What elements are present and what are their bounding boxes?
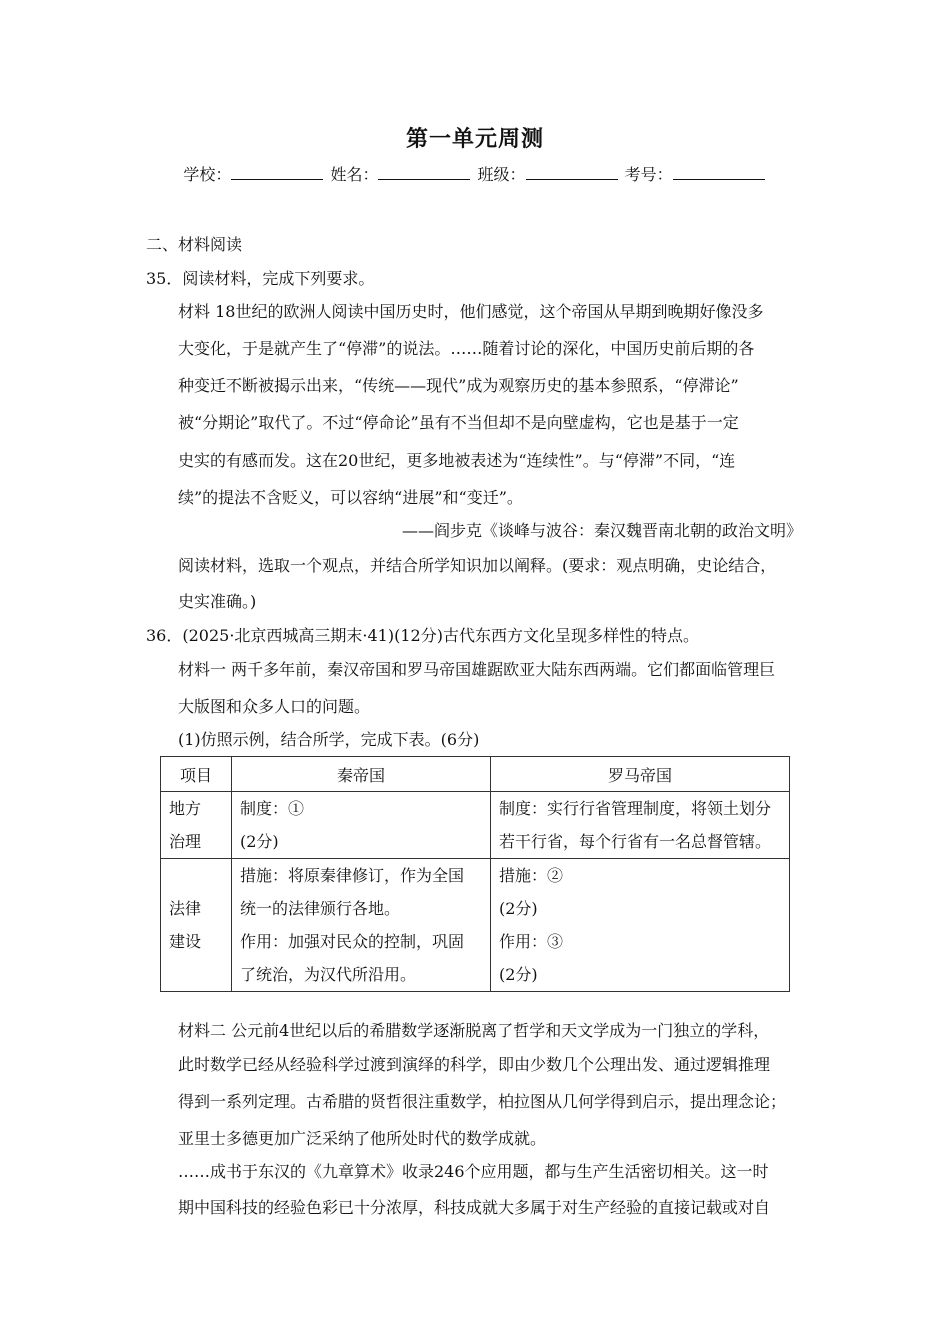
question-35-attribution: ——阎步克《谈峰与波谷：秦汉魏晋南北朝的政治文明》 (401, 521, 802, 540)
cell-text: (2分) (499, 899, 538, 918)
table-header-row (161, 757, 790, 792)
cell-text: 制度：① (240, 799, 305, 818)
cell-text: 建设 (169, 932, 202, 951)
table-cell-qin[interactable] (232, 792, 491, 859)
question-36-material-2-line: 材料二 公元前4世纪以后的希腊数学逐渐脱离了哲学和天文学成为一门独立的学科， (178, 1021, 770, 1040)
question-35-material-line: 材料 18世纪的欧洲人阅读中国历史时，他们感觉，这个帝国从早期到晚期好像没多 (178, 302, 764, 321)
table-cell-item (161, 859, 232, 992)
question-36-material-2-line: ……成书于东汉的《九章算术》收录246个应用题，都与生产生活密切相关。这一时 (178, 1162, 769, 1181)
table-cell-rome (491, 792, 790, 859)
cell-text: 统一的法律颁行各地。 (240, 899, 401, 918)
question-36-material-1-line: 大版图和众多人口的问题。 (178, 697, 371, 716)
cell-text: 了统治，为汉代所沿用。 (240, 965, 417, 984)
class-label: 班级： (477, 165, 526, 184)
page-title: 第一单元周测 (405, 126, 544, 152)
table-row (161, 859, 790, 992)
cell-text: (2分) (499, 965, 538, 984)
question-36-stem: 36．(2025·北京西城高三期末·41)(12分)古代东西方文化呈现多样性的特点。 (146, 626, 699, 645)
comparison-table (160, 756, 790, 992)
school-blank[interactable] (231, 165, 323, 180)
question-35-task-line: 史实准确。) (178, 592, 257, 611)
question-36-material-1-line: 材料一 两千多年前，秦汉帝国和罗马帝国雄踞欧亚大陆东西两端。它们都面临管理巨 (178, 660, 776, 679)
cell-text: 地方 (169, 799, 202, 818)
exam-number-blank[interactable] (673, 165, 765, 180)
question-36-material-2-line: 得到一系列定理。古希腊的贤哲很注重数学，柏拉图从几何学得到启示，提出理念论； (178, 1092, 787, 1111)
table-header: 罗马帝国 (491, 757, 790, 792)
table-cell-rome[interactable] (491, 859, 790, 992)
class-blank[interactable] (526, 165, 618, 180)
question-35-material-line: 续”的提法不含贬义，可以容纳“进展”和“变迁”。 (178, 488, 523, 507)
question-35-material-line: 被“分期论”取代了。不过“停命论”虽有不当但却不是向壁虚构，它也是基于一定 (178, 413, 739, 432)
question-36-subquestion-1: (1)仿照示例，结合所学，完成下表。(6分) (178, 730, 480, 749)
table-cell-item (161, 792, 232, 859)
question-35-material-line: 大变化，于是就产生了“停滞”的说法。……随着讨论的深化，中国历史前后期的各 (178, 339, 755, 358)
name-blank[interactable] (378, 165, 470, 180)
question-35-material-line: 史实的有感而发。这在20世纪，更多地被表述为“连续性”。与“停滞”不同，“连 (178, 451, 736, 470)
table-header: 项目 (161, 757, 232, 792)
table-header: 秦帝国 (232, 757, 491, 792)
table-cell-qin (232, 859, 491, 992)
table-row (161, 792, 790, 859)
cell-text: (2分) (240, 832, 279, 851)
question-36-material-2-line: 亚里士多德更加广泛采纳了他所处时代的数学成就。 (178, 1129, 547, 1148)
question-36-material-2-line: 此时数学已经从经验科学过渡到演绎的科学，即由少数几个公理出发、通过逻辑推理 (178, 1055, 771, 1074)
cell-text: 制度：实行行省管理制度，将领土划分 (499, 799, 772, 818)
cell-text: 法律 (169, 899, 202, 918)
cell-text: 治理 (169, 832, 202, 851)
school-label: 学校： (183, 165, 232, 184)
section-heading: 二、材料阅读 (146, 235, 243, 254)
question-35-material-line: 种变迁不断被揭示出来，“传统——现代”成为观察历史的基本参照系，“停滞论” (178, 376, 739, 395)
question-35-stem: 35．阅读材料，完成下列要求。 (146, 269, 375, 288)
cell-text: 若干行省，每个行省有一名总督管辖。 (499, 832, 772, 851)
exam-number-label: 考号： (624, 165, 673, 184)
cell-text: 作用：加强对民众的控制，巩固 (240, 932, 465, 951)
question-36-material-2-line: 期中国科技的经验色彩已十分浓厚，科技成就大多属于对生产经验的直接记载或对自 (178, 1198, 771, 1217)
cell-text: 措施：将原秦律修订，作为全国 (240, 866, 465, 885)
student-info-line (0, 162, 950, 185)
cell-text: 作用：③ (499, 932, 564, 951)
cell-text: 措施：② (499, 866, 564, 885)
question-35-task-line: 阅读材料，选取一个观点，并结合所学知识加以阐释。(要求：观点明确，史论结合， (178, 556, 777, 575)
name-label: 姓名： (330, 165, 379, 184)
